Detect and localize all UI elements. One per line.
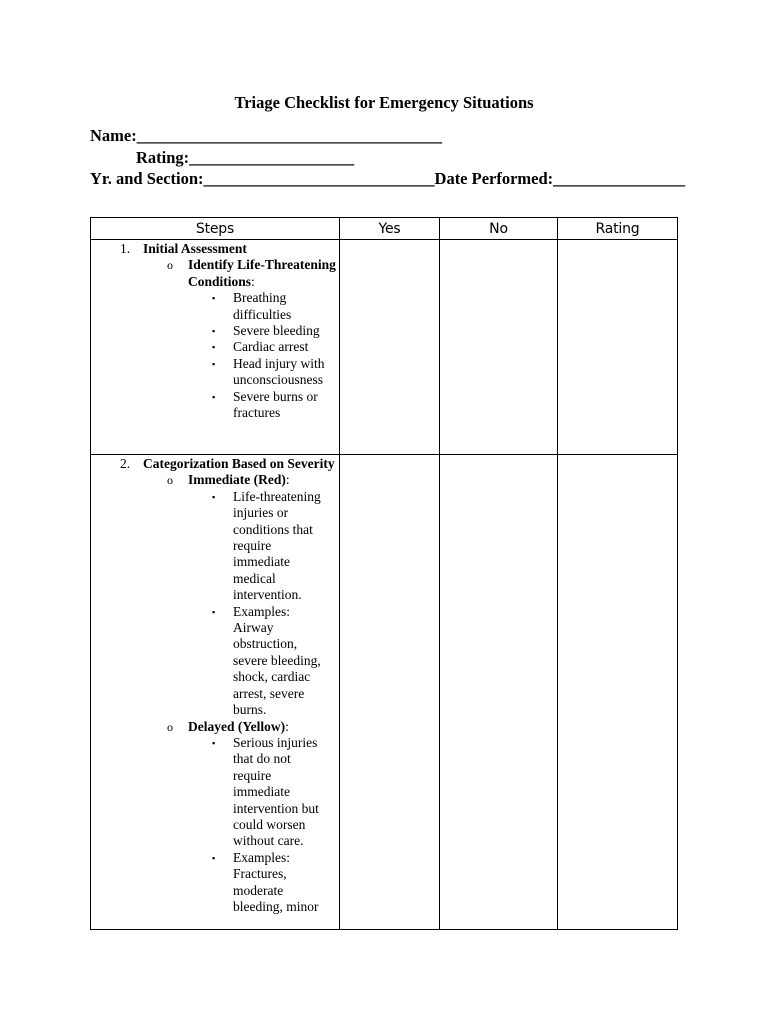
square-bullet-icon: ▪ [212, 737, 216, 748]
square-bullet-icon: ▪ [212, 293, 216, 304]
subsection-heading [188, 719, 339, 735]
header-no: No [440, 218, 558, 240]
subsection-suffix: : [251, 273, 255, 289]
bullet-text: Life-threatening injuries or conditions that require immediate medical intervention. [233, 488, 321, 603]
step-title: Categorization Based on Severity [143, 456, 335, 471]
subsection [91, 719, 339, 735]
table-header-row [91, 218, 678, 240]
subsection-suffix: : [285, 718, 289, 734]
document-title: Triage Checklist for Emergency Situations [234, 93, 534, 112]
step-heading [91, 240, 339, 257]
bullet-item [91, 290, 339, 323]
bullet-item [91, 389, 339, 422]
bullet-text: Severe burns or fractures [233, 388, 318, 421]
square-bullet-icon: ▪ [212, 358, 216, 369]
square-bullet-icon: ▪ [212, 326, 216, 337]
circle-bullet-icon: o [167, 258, 173, 273]
square-bullet-icon: ▪ [212, 391, 216, 402]
step-block [91, 240, 339, 421]
square-bullet-icon: ▪ [212, 342, 216, 353]
subsection-heading-text: Immediate (Red) [188, 472, 286, 488]
bullet-item [91, 850, 339, 916]
bullet-text: Examples: Fractures, moderate bleeding, minor [233, 849, 319, 914]
rating-cell[interactable] [558, 240, 678, 455]
bullet-text: Head injury with unconsciousness [233, 355, 325, 388]
subsection-heading-text: Identify Life-Threatening Conditions [188, 257, 336, 289]
subsection-heading [188, 257, 339, 290]
bullet-text: Breathing difficulties [233, 290, 292, 322]
steps-cell [91, 240, 340, 455]
bullet-text: Severe bleeding [233, 323, 320, 339]
yes-cell[interactable] [340, 240, 440, 455]
bullet-item [91, 356, 339, 389]
bullet-item [91, 323, 339, 339]
rating-cell[interactable] [558, 455, 678, 930]
steps-cell [91, 455, 340, 930]
bullet-text: Examples: Airway obstruction, severe bleeding, shock, cardiac arrest, severe burns. [233, 603, 321, 718]
subsection [91, 257, 339, 290]
square-bullet-icon: ▪ [212, 491, 216, 502]
subsection-suffix: : [285, 472, 290, 488]
square-bullet-icon: ▪ [212, 606, 216, 617]
table-row [91, 455, 678, 930]
square-bullet-icon: ▪ [212, 852, 216, 863]
circle-bullet-icon: o [167, 719, 173, 734]
table-row [91, 240, 678, 455]
subsection-heading-text: Delayed (Yellow) [188, 718, 286, 734]
header-steps: Steps [91, 218, 340, 240]
header-yes: Yes [340, 218, 440, 240]
bullet-item [91, 604, 339, 719]
checklist-table [90, 217, 678, 930]
step-block [91, 455, 339, 915]
yes-cell[interactable] [340, 455, 440, 930]
bullet-text: Serious injuries that do not require immediate intervention but could worsen without care. [233, 734, 319, 849]
circle-bullet-icon: o [167, 473, 173, 488]
step-number: 1. [120, 241, 131, 256]
section-date-field: Yr. and Section:____________________________Date Performed:________________ [90, 169, 686, 188]
bullet-item [91, 735, 339, 850]
bullet-item [91, 339, 339, 355]
rating-field: Rating:____________________ [136, 148, 355, 167]
subsection [91, 472, 339, 488]
step-title: Initial Assessment [143, 241, 247, 256]
bullet-text: Cardiac arrest [233, 339, 309, 355]
subsection-heading [188, 472, 339, 488]
step-heading [91, 455, 339, 472]
step-number: 2. [120, 456, 131, 471]
header-rating: Rating [558, 218, 678, 240]
bullet-item [91, 489, 339, 604]
no-cell[interactable] [440, 240, 558, 455]
no-cell[interactable] [440, 455, 558, 930]
name-field: Name:_____________________________________ [90, 126, 442, 145]
